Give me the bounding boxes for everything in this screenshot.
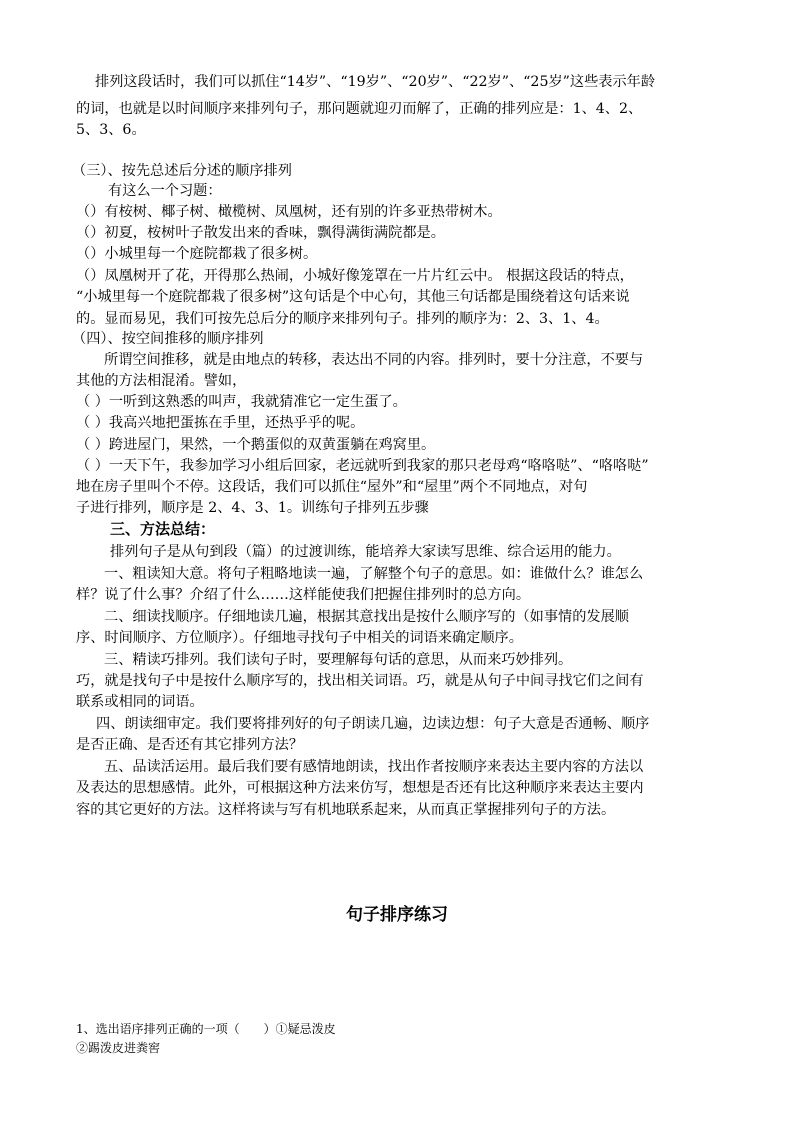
section3-item: （）有桉树、椰子树、橄榄树、凤凰树，还有别的许多亚热带树木。 (76, 204, 502, 220)
section3-explain-1: “小城里每一个庭院都栽了很多树”这句话是个中心句，其他三句话都是围绕着这句话来说 (76, 289, 630, 305)
summary-line: 排列句子是从句到段（篇）的过渡训练，能培养大家读写思维、综合运用的能力。 (110, 544, 621, 560)
summary-line: 联系或相同的词语。 (76, 694, 204, 710)
intro-line-2: 的词，也就是以时间顺序来排列句子，那问题就迎刃而解了，正确的排列应是：1、4、2、 (76, 101, 643, 117)
practice-question-1-line-2: ②踢泼皮进粪窖 (76, 1041, 161, 1055)
summary-line: 容的其它更好的方法。这样将读与写有机地联系起来，从而真正掌握排列句子的方法。 (76, 802, 616, 818)
summary-heading: 三、方法总结： (110, 520, 216, 538)
summary-line: 三、精读巧排列。我们读句子时，要理解每句话的意思，从而来巧妙排列。 (104, 652, 573, 668)
summary-line: 二、细读找顺序。仔细地读几遍，根据其意找出是按什么顺序写的（如事情的发展顺 (104, 609, 629, 625)
section4-item: （ ）一天下午，我参加学习小组后回家，老远就听到我家的那只老母鸡“咯咯哒”、“咯咯哒” (76, 458, 649, 474)
summary-line: 是否正确、是否还有其它排列方法？ (76, 737, 304, 753)
section3-item: （）初夏，桉树叶子散发出来的香味，飘得满街满院都是。 (76, 225, 445, 241)
section3-explain-2: 的。显而易见，我们可按先总后分的顺序来排列句子。排列的顺序为：2、3、1、4。 (76, 311, 609, 327)
section4-item: （ ）一听到这熟悉的叫声，我就猜准它一定生蛋了。 (76, 394, 407, 410)
summary-line: 及表达的思想感情。此外，可根据这种方法来仿写，想想是否还有比这种顺序来表达主要内 (76, 780, 644, 796)
section4-explain-2: 子进行排列，顺序是 2、4、3、1。训练句子排列五步骤 (76, 500, 429, 516)
summary-line: 五、品读活运用。最后我们要有感情地朗读，找出作者按顺序来表达主要内容的方法以 (104, 759, 644, 775)
section3-heading: （三）、按先总述后分述的顺序排列 (72, 163, 292, 179)
summary-line: 巧，就是找句子中是按什么顺序写的，找出相关词语。巧，就是从句子中间寻找它们之间有 (76, 673, 644, 689)
summary-line: 序、时间顺序、方位顺序）。仔细地寻找句子中相关的词语来确定顺序。 (76, 630, 523, 646)
section3-item: （）凤凰树开了花，开得那么热闹，小城好像笼罩在一片片红云中。 根据这段话的特点， (76, 268, 634, 284)
section4-heading: （四）、按空间推移的顺序排列 (72, 331, 264, 347)
practice-title: 句子排序练习 (346, 905, 448, 925)
section4-desc-1: 所谓空间推移，就是由地点的转移，表达出不同的内容。排列时，要十分注意，不要与 (104, 352, 644, 368)
intro-line-1: 排列这段话时，我们可以抓住“14岁”、“19岁”、“20岁”、“22岁”、“25岁”这些表示年龄 (95, 74, 656, 90)
practice-question-1: 1、选出语序排列正确的一项（ ）①疑忌泼皮 (76, 1022, 336, 1036)
section4-item: （ ）跨进屋门，果然，一个鹅蛋似的双黄蛋躺在鸡窝里。 (76, 437, 436, 453)
section3-intro: 有这么一个习题： (108, 183, 222, 199)
summary-line: 四、朗读细审定。我们要将排列好的句子朗读几遍，边读边想：句子大意是否通畅、顺序 (96, 716, 650, 732)
summary-line: 一、粗读知大意。将句子粗略地读一遍，了解整个句子的意思。如：谁做什么？谁怎么 (104, 566, 644, 582)
intro-line-3: 5、3、6。 (76, 122, 146, 138)
section4-desc-2: 其他的方法相混淆。譬如， (76, 373, 247, 389)
section4-item: （ ）我高兴地把蛋拣在手里，还热乎乎的呢。 (76, 415, 365, 431)
summary-line: 样？说了什么事？介绍了什么……这样能使我们把握住排列时的总方向。 (76, 587, 531, 603)
section4-explain-1: 地在房子里叫个不停。这段话，我们可以抓住“屋外”和“屋里”两个不同地点，对句 (76, 479, 588, 495)
section3-item: （）小城里每一个庭院都栽了很多树。 (76, 246, 318, 262)
